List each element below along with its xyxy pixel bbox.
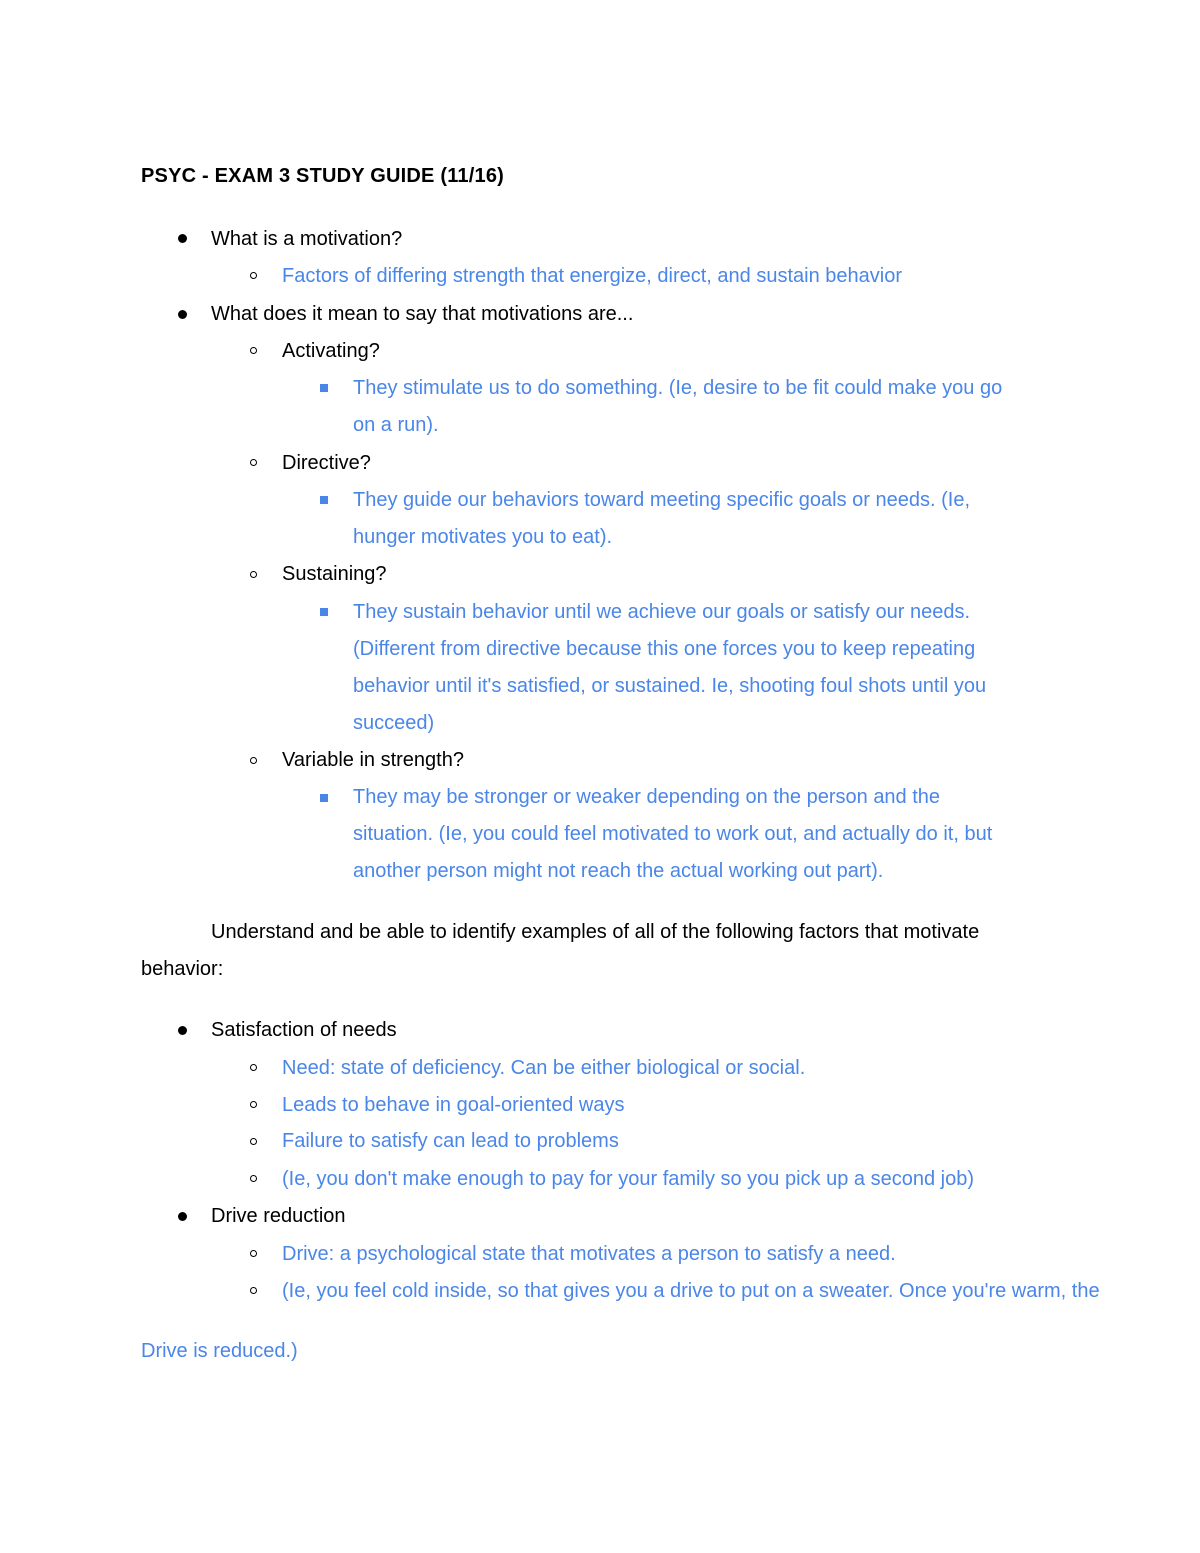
answer-directive-line: They guide our behaviors toward meeting specific goals or needs. (Ie, [353,489,971,511]
subquestion-directive: Directive? [282,452,371,474]
disc-bullet-icon [178,234,187,243]
circle-bullet-icon [250,347,257,354]
answer-sustaining-line: They sustain behavior until we achieve our goals or satisfy our needs. [353,601,971,623]
circle-bullet-icon [250,1138,257,1145]
answer-drive-item: Drive: a psychological state that motivates a person to satisfy a need. [282,1243,896,1265]
answer-variable-line: They may be stronger or weaker depending on the person and the [353,786,941,808]
subquestion-variable: Variable in strength? [282,749,464,771]
square-bullet-icon [320,608,328,616]
circle-bullet-icon [250,1101,257,1108]
answer-drive-continuation: Drive is reduced.) [141,1340,298,1362]
circle-bullet-icon [250,459,257,466]
answer-needs-item: Need: state of deficiency. Can be either biological or social. [282,1057,806,1079]
intro-paragraph-line: Understand and be able to identify examples of all of the following factors that motivate [211,921,980,943]
answer-sustaining-line: behavior until it's satisfied, or sustained. Ie, shooting foul shots until you [353,675,987,697]
answer-needs-item: Failure to satisfy can lead to problems [282,1130,619,1152]
answer-activating-line: They stimulate us to do something. (Ie, desire to be fit could make you go [353,377,1003,399]
circle-bullet-icon [250,757,257,764]
answer-motivation: Factors of differing strength that energize, direct, and sustain behavior [282,265,902,287]
topic-drive-reduction: Drive reduction [211,1205,346,1227]
question-motivations-are: What does it mean to say that motivations are... [211,303,634,325]
disc-bullet-icon [178,1212,187,1221]
square-bullet-icon [320,794,328,802]
answer-needs-item: (Ie, you don't make enough to pay for your family so you pick up a second job) [282,1168,974,1190]
answer-activating-line: on a run). [353,414,439,436]
square-bullet-icon [320,496,328,504]
circle-bullet-icon [250,272,257,279]
answer-drive-item: (Ie, you feel cold inside, so that gives you a drive to put on a sweater. Once you're warm, the [282,1280,1100,1302]
answer-variable-line: another person might not reach the actual working out part). [353,860,884,882]
disc-bullet-icon [178,1026,187,1035]
answer-directive-line: hunger motivates you to eat). [353,526,613,548]
topic-satisfaction-of-needs: Satisfaction of needs [211,1019,397,1041]
circle-bullet-icon [250,1287,257,1294]
circle-bullet-icon [250,1250,257,1257]
disc-bullet-icon [178,310,187,319]
document-title: PSYC - EXAM 3 STUDY GUIDE (11/16) [141,165,504,187]
intro-paragraph-line: behavior: [141,958,224,980]
subquestion-sustaining: Sustaining? [282,563,387,585]
circle-bullet-icon [250,1175,257,1182]
answer-variable-line: situation. (Ie, you could feel motivated to work out, and actually do it, but [353,823,993,845]
question-motivation: What is a motivation? [211,228,403,250]
answer-sustaining-line: succeed) [353,712,435,734]
answer-sustaining-line: (Different from directive because this one forces you to keep repeating [353,638,976,660]
subquestion-activating: Activating? [282,340,380,362]
circle-bullet-icon [250,571,257,578]
circle-bullet-icon [250,1064,257,1071]
square-bullet-icon [320,384,328,392]
answer-needs-item: Leads to behave in goal-oriented ways [282,1094,625,1116]
